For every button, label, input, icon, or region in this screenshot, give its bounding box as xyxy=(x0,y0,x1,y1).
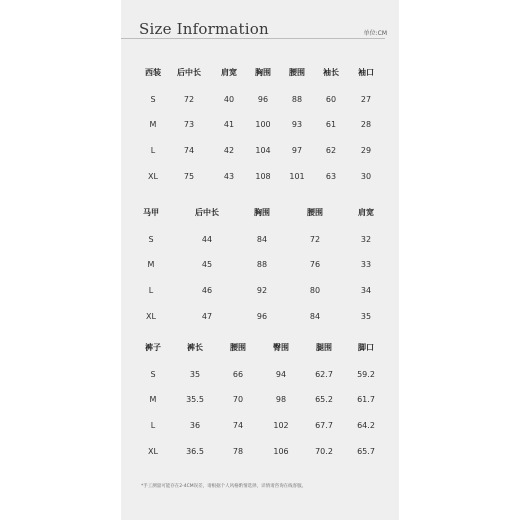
table-cell: 70 xyxy=(232,395,244,404)
column-header: 马甲 xyxy=(143,208,159,217)
table-row xyxy=(121,284,399,298)
table-cell: 35.5 xyxy=(186,395,204,404)
table-cell: 61 xyxy=(325,120,337,129)
table-cell: 73 xyxy=(183,120,195,129)
table-row xyxy=(121,445,399,459)
table-row xyxy=(121,368,399,382)
table-cell: 62 xyxy=(325,146,337,155)
table-cell: 27 xyxy=(360,95,372,104)
table-cell: 30 xyxy=(360,172,372,181)
table-header-row xyxy=(121,341,399,355)
size-label: S xyxy=(148,235,154,244)
column-header: 肩宽 xyxy=(358,208,374,217)
table-row xyxy=(121,393,399,407)
table-header-row xyxy=(121,66,399,80)
table-cell: 63 xyxy=(325,172,337,181)
table-cell: 74 xyxy=(183,146,195,155)
table-cell: 106 xyxy=(273,447,289,456)
table-cell: 43 xyxy=(223,172,235,181)
size-label: M xyxy=(147,260,155,269)
table-row xyxy=(121,233,399,247)
table-cell: 72 xyxy=(309,235,321,244)
table-row xyxy=(121,310,399,324)
title-divider xyxy=(121,38,385,39)
column-header: 裤长 xyxy=(187,343,203,352)
column-header: 袖口 xyxy=(358,68,374,77)
size-label: S xyxy=(150,370,156,379)
table-cell: 96 xyxy=(256,312,268,321)
size-label: XL xyxy=(148,172,158,181)
column-header: 后中长 xyxy=(177,68,201,77)
size-label: L xyxy=(150,146,156,155)
table-cell: 65.7 xyxy=(357,447,375,456)
table-cell: 64.2 xyxy=(357,421,375,430)
column-header: 脚口 xyxy=(358,343,374,352)
column-header: 腰围 xyxy=(307,208,323,217)
table-cell: 47 xyxy=(201,312,213,321)
column-header: 腰围 xyxy=(289,68,305,77)
column-header: 袖长 xyxy=(323,68,339,77)
size-label: M xyxy=(149,395,157,404)
size-label: L xyxy=(150,421,156,430)
table-cell: 75 xyxy=(183,172,195,181)
table-cell: 80 xyxy=(309,286,321,295)
table-cell: 78 xyxy=(232,447,244,456)
table-cell: 88 xyxy=(256,260,268,269)
table-cell: 102 xyxy=(273,421,289,430)
table-cell: 28 xyxy=(360,120,372,129)
column-header: 西装 xyxy=(145,68,161,77)
table-cell: 40 xyxy=(223,95,235,104)
table-cell: 94 xyxy=(275,370,287,379)
column-header: 肩宽 xyxy=(221,68,237,77)
table-row xyxy=(121,118,399,132)
table-cell: 76 xyxy=(309,260,321,269)
size-label: XL xyxy=(148,447,158,456)
table-cell: 84 xyxy=(309,312,321,321)
table-cell: 96 xyxy=(257,95,269,104)
column-header: 腿围 xyxy=(316,343,332,352)
table-cell: 101 xyxy=(289,172,305,181)
size-label: M xyxy=(149,120,157,129)
table-row xyxy=(121,144,399,158)
table-cell: 44 xyxy=(201,235,213,244)
table-cell: 84 xyxy=(256,235,268,244)
table-cell: 41 xyxy=(223,120,235,129)
size-sheet xyxy=(121,0,399,520)
table-cell: 29 xyxy=(360,146,372,155)
table-cell: 36.5 xyxy=(186,447,204,456)
table-cell: 62.7 xyxy=(315,370,333,379)
column-header: 裤子 xyxy=(145,343,161,352)
table-cell: 67.7 xyxy=(315,421,333,430)
table-row xyxy=(121,258,399,272)
table-cell: 97 xyxy=(291,146,303,155)
table-cell: 35 xyxy=(360,312,372,321)
table-cell: 108 xyxy=(255,172,271,181)
table-row xyxy=(121,419,399,433)
table-cell: 104 xyxy=(255,146,271,155)
table-cell: 42 xyxy=(223,146,235,155)
table-cell: 45 xyxy=(201,260,213,269)
table-cell: 35 xyxy=(189,370,201,379)
page-title: Size Information xyxy=(139,20,269,38)
table-cell: 74 xyxy=(232,421,244,430)
table-cell: 46 xyxy=(201,286,213,295)
table-header-row xyxy=(121,206,399,220)
unit-label: 单位:CM xyxy=(363,30,387,37)
table-cell: 88 xyxy=(291,95,303,104)
table-cell: 60 xyxy=(325,95,337,104)
column-header: 腰围 xyxy=(230,343,246,352)
size-label: S xyxy=(150,95,156,104)
table-cell: 66 xyxy=(232,370,244,379)
size-label: XL xyxy=(146,312,156,321)
table-cell: 70.2 xyxy=(315,447,333,456)
table-cell: 92 xyxy=(256,286,268,295)
table-cell: 61.7 xyxy=(357,395,375,404)
table-cell: 59.2 xyxy=(357,370,375,379)
table-row xyxy=(121,93,399,107)
column-header: 臀围 xyxy=(273,343,289,352)
table-cell: 32 xyxy=(360,235,372,244)
table-row xyxy=(121,170,399,184)
column-header: 胸围 xyxy=(254,208,270,217)
table-cell: 65.2 xyxy=(315,395,333,404)
column-header: 后中长 xyxy=(195,208,219,217)
table-cell: 33 xyxy=(360,260,372,269)
table-cell: 72 xyxy=(183,95,195,104)
table-cell: 98 xyxy=(275,395,287,404)
table-cell: 36 xyxy=(189,421,201,430)
measurement-note: *手工测量可能存在2-4CM误差，请根据个人风格酌情选择，详情请咨询在线客服。 xyxy=(141,484,307,489)
table-cell: 93 xyxy=(291,120,303,129)
table-cell: 34 xyxy=(360,286,372,295)
column-header: 胸围 xyxy=(255,68,271,77)
size-label: L xyxy=(148,286,154,295)
table-cell: 100 xyxy=(255,120,271,129)
